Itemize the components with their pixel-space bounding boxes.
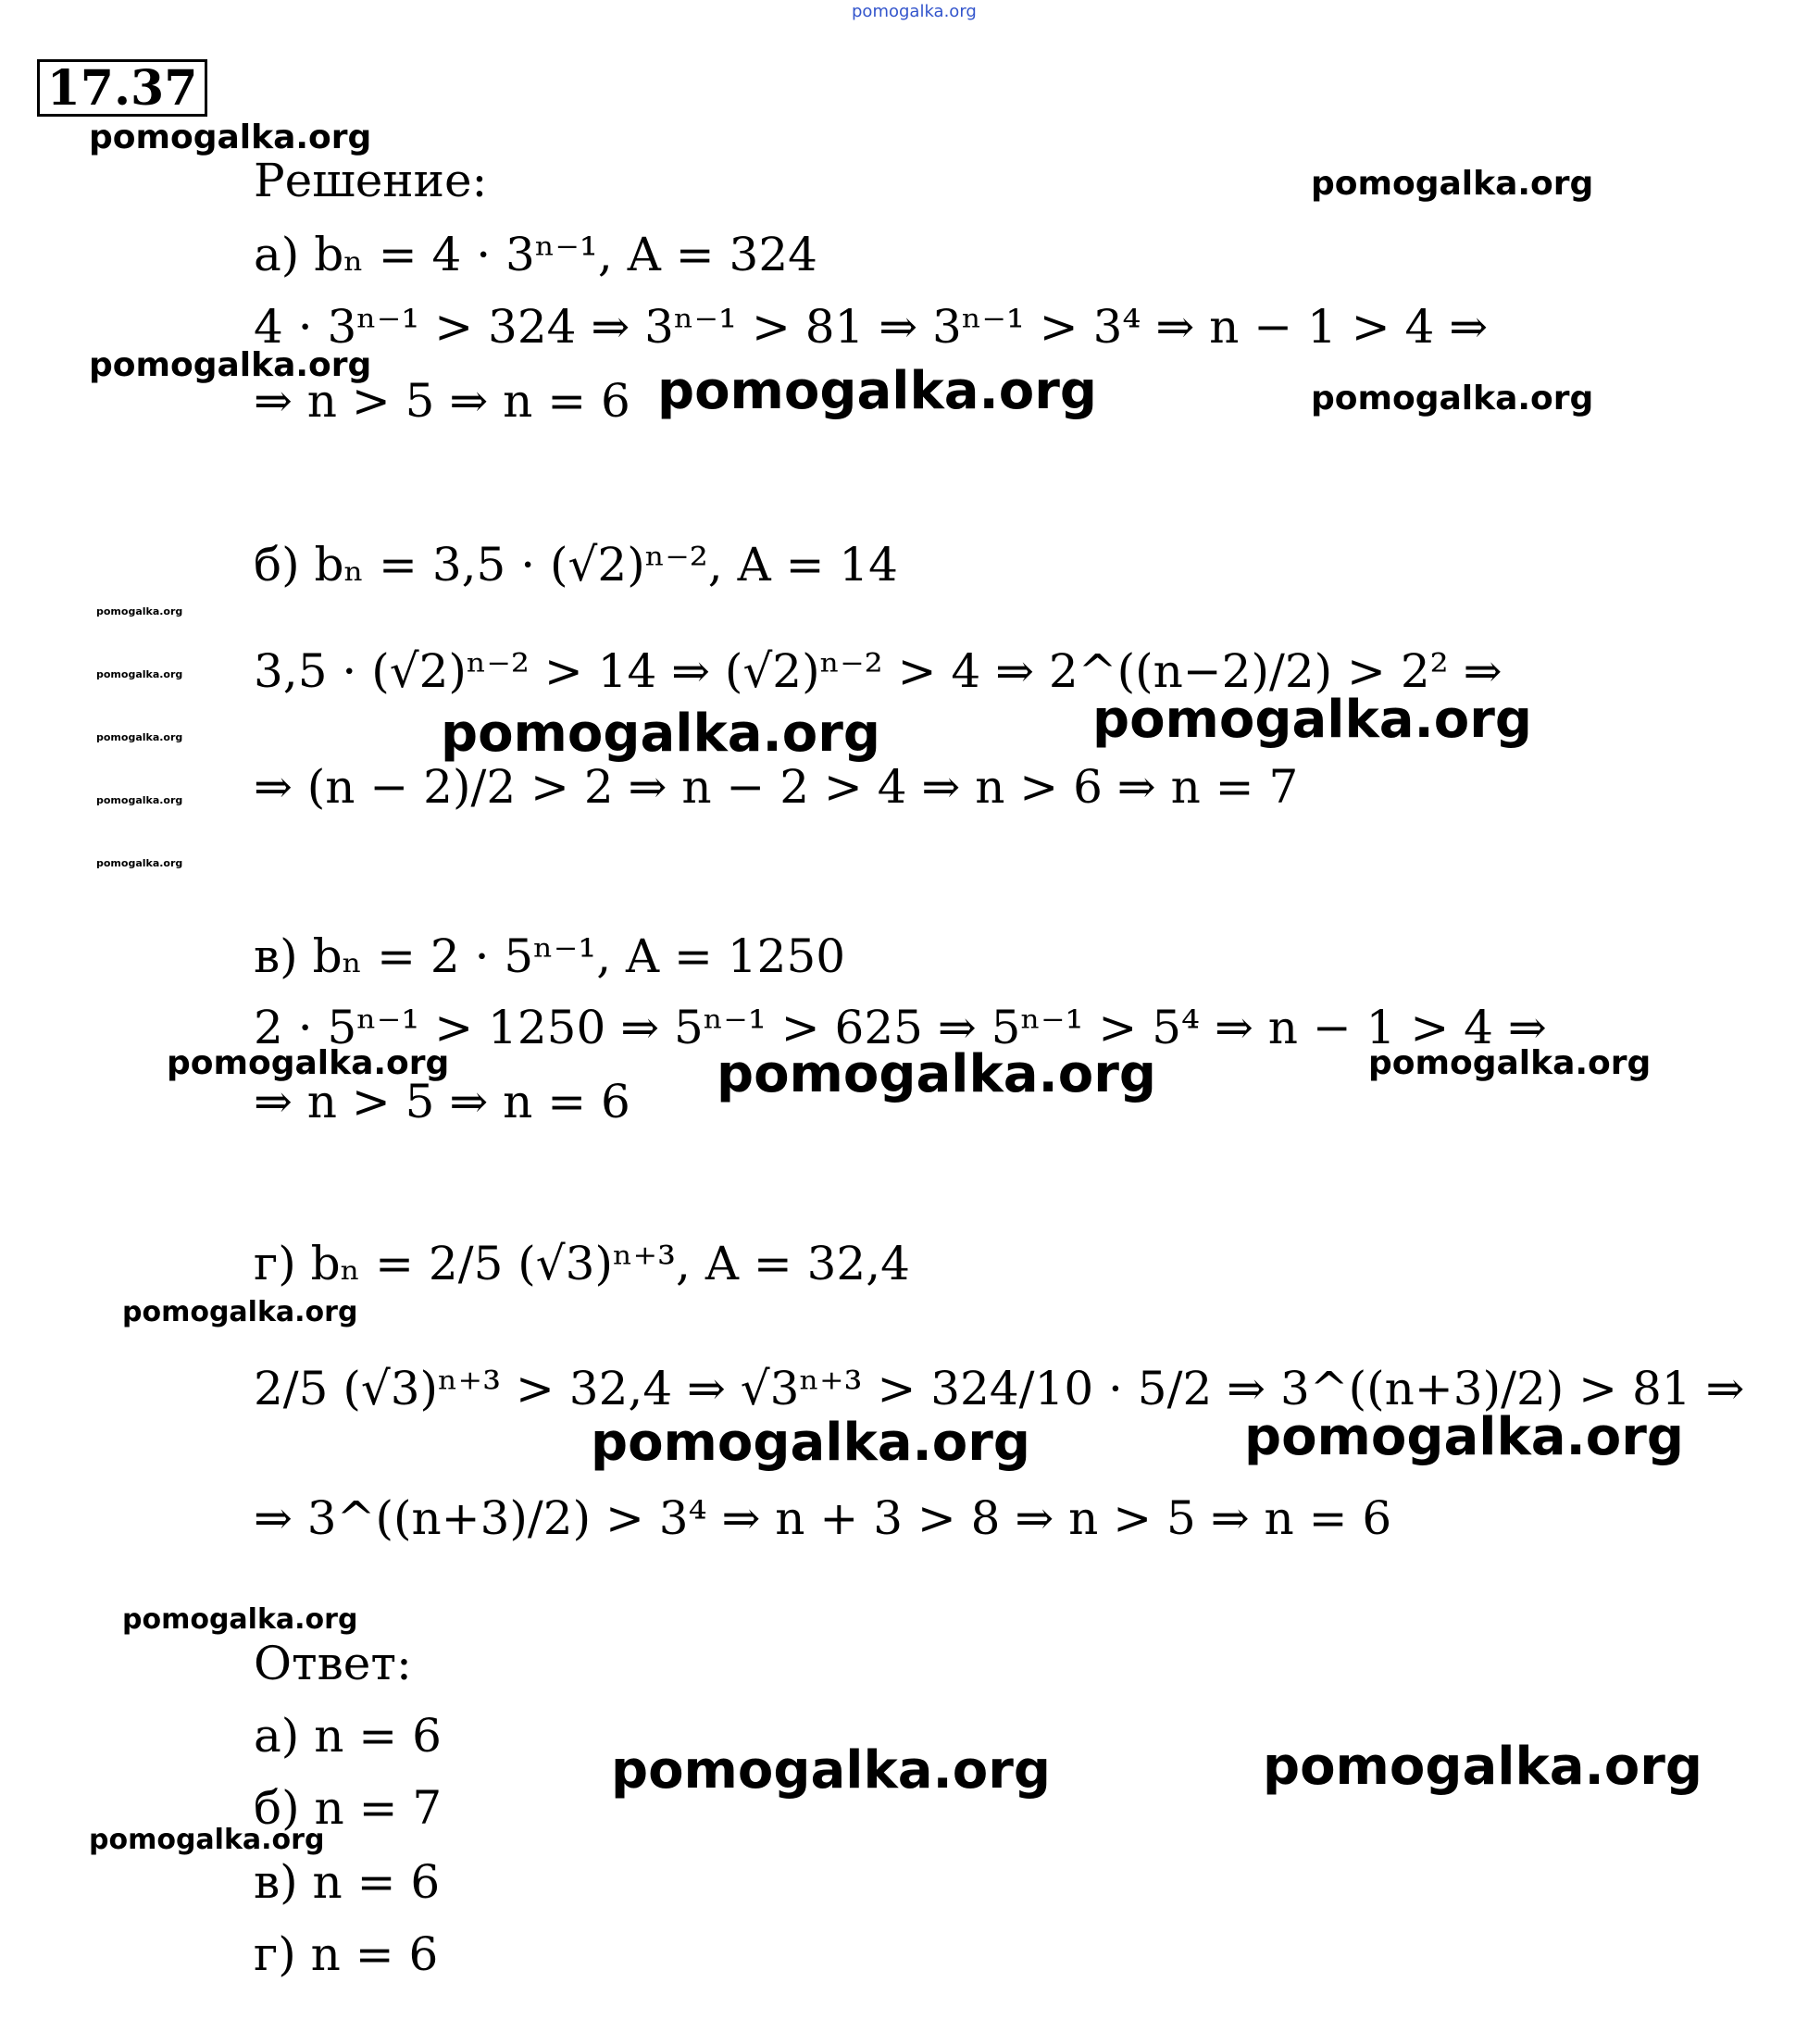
watermark: pomogalka.org (657, 361, 1097, 421)
watermark: pomogalka.org (717, 1044, 1156, 1104)
watermark: pomogalka.org (1263, 1737, 1702, 1797)
answer-b: б) n = 7 (254, 1781, 443, 1835)
part-d-label: г) (254, 1237, 296, 1290)
part-b-label: б) (254, 538, 300, 592)
watermark: pomogalka.org (1092, 690, 1532, 750)
part-b-line-3: ⇒ (n − 2)/2 > 2 ⇒ n − 2 > 4 ⇒ n > 6 ⇒ n = 7 (254, 760, 1299, 814)
watermark: pomogalka.org (89, 346, 372, 384)
watermark: pomogalka.org (591, 1413, 1030, 1473)
answer-c: в) n = 6 (254, 1855, 441, 1909)
watermark: pomogalka.org (1368, 1044, 1652, 1082)
part-d-line-2: 2/5 (√3)ⁿ⁺³ > 32,4 ⇒ √3ⁿ⁺³ > 324/10 · 5/2 ⇒ 3^((n+3)/2) > 81 ⇒ (254, 1362, 1745, 1415)
part-d-line-3: ⇒ 3^((n+3)/2) > 3⁴ ⇒ n + 3 > 8 ⇒ n > 5 ⇒ n = 6 (254, 1491, 1392, 1545)
part-c-line-2: 2 · 5ⁿ⁻¹ > 1250 ⇒ 5ⁿ⁻¹ > 625 ⇒ 5ⁿ⁻¹ > 5⁴ ⇒ n − 1 > 4 ⇒ (254, 1001, 1547, 1054)
watermark-small: pomogalka.org (96, 605, 183, 617)
answer-heading: Ответ: (254, 1637, 412, 1690)
part-c-line-1 (254, 929, 846, 983)
answer-d: г) n = 6 (254, 1927, 439, 1981)
watermark-small: pomogalka.org (96, 668, 183, 680)
watermark: pomogalka.org (441, 704, 880, 764)
watermark-small: pomogalka.org (96, 794, 183, 806)
watermark-small: pomogalka.org (96, 857, 183, 869)
part-c-label: в) (254, 929, 298, 983)
watermark: pomogalka.org (1311, 380, 1594, 418)
watermark: pomogalka.org (167, 1044, 450, 1082)
watermark: pomogalka.org (89, 1824, 325, 1856)
watermark: pomogalka.org (89, 118, 372, 156)
part-c-line-3: ⇒ n > 5 ⇒ n = 6 (254, 1075, 630, 1128)
part-a-line-1 (254, 228, 817, 281)
problem-number: 17.37 (37, 59, 207, 117)
part-d-line-1 (254, 1237, 910, 1290)
watermark: pomogalka.org (611, 1740, 1051, 1801)
watermark: pomogalka.org (122, 1296, 358, 1328)
watermark-small: pomogalka.org (96, 731, 183, 743)
part-b-line-2: 3,5 · (√2)ⁿ⁻² > 14 ⇒ (√2)ⁿ⁻² > 4 ⇒ 2^((n−2)/2) > 2² ⇒ (254, 644, 1503, 698)
answer-a: а) n = 6 (254, 1709, 442, 1763)
part-a-formula: bₙ = 4 · 3ⁿ⁻¹, A = 324 (314, 228, 817, 281)
watermark: pomogalka.org (122, 1603, 358, 1636)
watermark: pomogalka.org (1244, 1407, 1684, 1467)
watermark: pomogalka.org (1311, 165, 1594, 203)
part-c-formula: bₙ = 2 · 5ⁿ⁻¹, A = 1250 (312, 929, 846, 983)
part-a-line-2: 4 · 3ⁿ⁻¹ > 324 ⇒ 3ⁿ⁻¹ > 81 ⇒ 3ⁿ⁻¹ > 3⁴ ⇒ n − 1 > 4 ⇒ (254, 300, 1489, 354)
part-a-line-3: ⇒ n > 5 ⇒ n = 6 (254, 374, 630, 428)
part-a-label: а) (254, 228, 300, 281)
part-b-line-1 (254, 538, 898, 592)
part-d-formula: bₙ = 2/5 (√3)ⁿ⁺³, A = 32,4 (310, 1237, 910, 1290)
watermark-top: pomogalka.org (852, 2, 977, 21)
part-b-formula: bₙ = 3,5 · (√2)ⁿ⁻², A = 14 (314, 538, 898, 592)
solution-heading: Решение: (254, 154, 488, 207)
